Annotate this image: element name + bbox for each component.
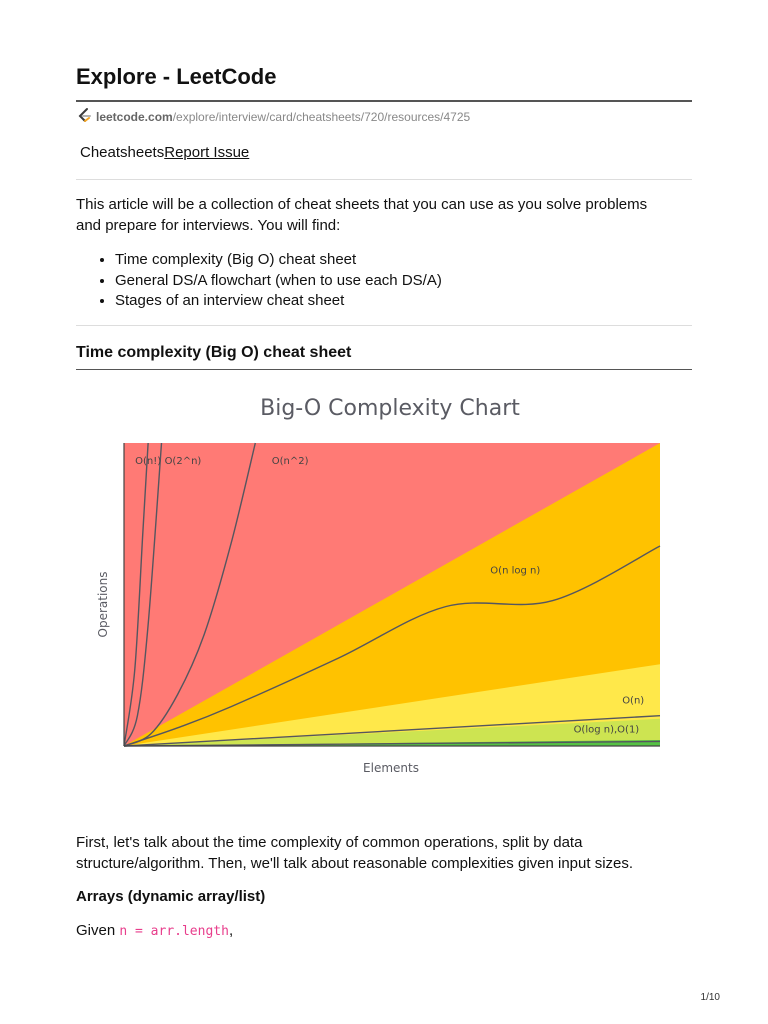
section-divider <box>76 369 692 370</box>
y-axis-label: Operations <box>96 571 110 638</box>
x-axis-label: Elements <box>363 761 419 775</box>
given-suffix: , <box>228 922 234 939</box>
chart-canvas <box>92 382 692 787</box>
report-issue-link[interactable]: Report Issue <box>164 144 250 161</box>
page-number: 1/10 <box>700 992 720 1003</box>
page-title: Explore - LeetCode <box>76 64 277 89</box>
arrays-subheading: Arrays (dynamic array/list) <box>76 888 266 905</box>
url-domain[interactable]: leetcode.com <box>96 110 173 124</box>
divider <box>76 325 692 326</box>
list-item: • Time complexity (Big O) cheat sheet <box>115 250 715 271</box>
series-label-o-n-2: O(n^2) <box>271 456 309 468</box>
breadcrumb-current: Cheatsheets <box>80 144 165 161</box>
series-label-o-log-n-o-1: O(log n),O(1) <box>573 724 640 736</box>
big-o-chart <box>92 382 692 787</box>
inline-code: n = arr.length <box>119 924 229 939</box>
complexity-zones <box>124 443 660 746</box>
section-title: Time complexity (Big O) cheat sheet <box>76 344 352 361</box>
chart-title: Big-O Complexity Chart <box>260 396 520 421</box>
source-url[interactable] <box>76 107 470 127</box>
series-label-o-n-log-n: O(n log n) <box>490 565 541 577</box>
series-label-o-n: O(n) <box>622 695 645 707</box>
series-label-o-2-n: O(2^n) <box>164 456 202 468</box>
given-prefix: Given <box>76 922 120 939</box>
intro-paragraph: This article will be a collection of cheat sheets that you can use as you solve problems and prepare for interviews. You will find: <box>76 196 648 234</box>
leetcode-logo-icon <box>76 107 92 127</box>
list-item: • Stages of an interview cheat sheet <box>115 291 715 312</box>
list-item: • General DS/A flowchart (when to use each DS/A) <box>115 271 715 292</box>
body-paragraph: First, let's talk about the time complexity of common operations, split by data structure/algorithm. Then, we'll talk about reasonable complexities given input sizes. <box>76 834 634 872</box>
title-divider <box>76 100 692 102</box>
url-path[interactable]: /explore/interview/card/cheatsheets/720/resources/4725 <box>172 110 471 124</box>
breadcrumb <box>80 144 249 161</box>
given-line <box>76 922 233 939</box>
divider <box>76 179 692 180</box>
contents-list <box>76 250 715 312</box>
series-label-o-n: O(n!) <box>135 456 162 468</box>
